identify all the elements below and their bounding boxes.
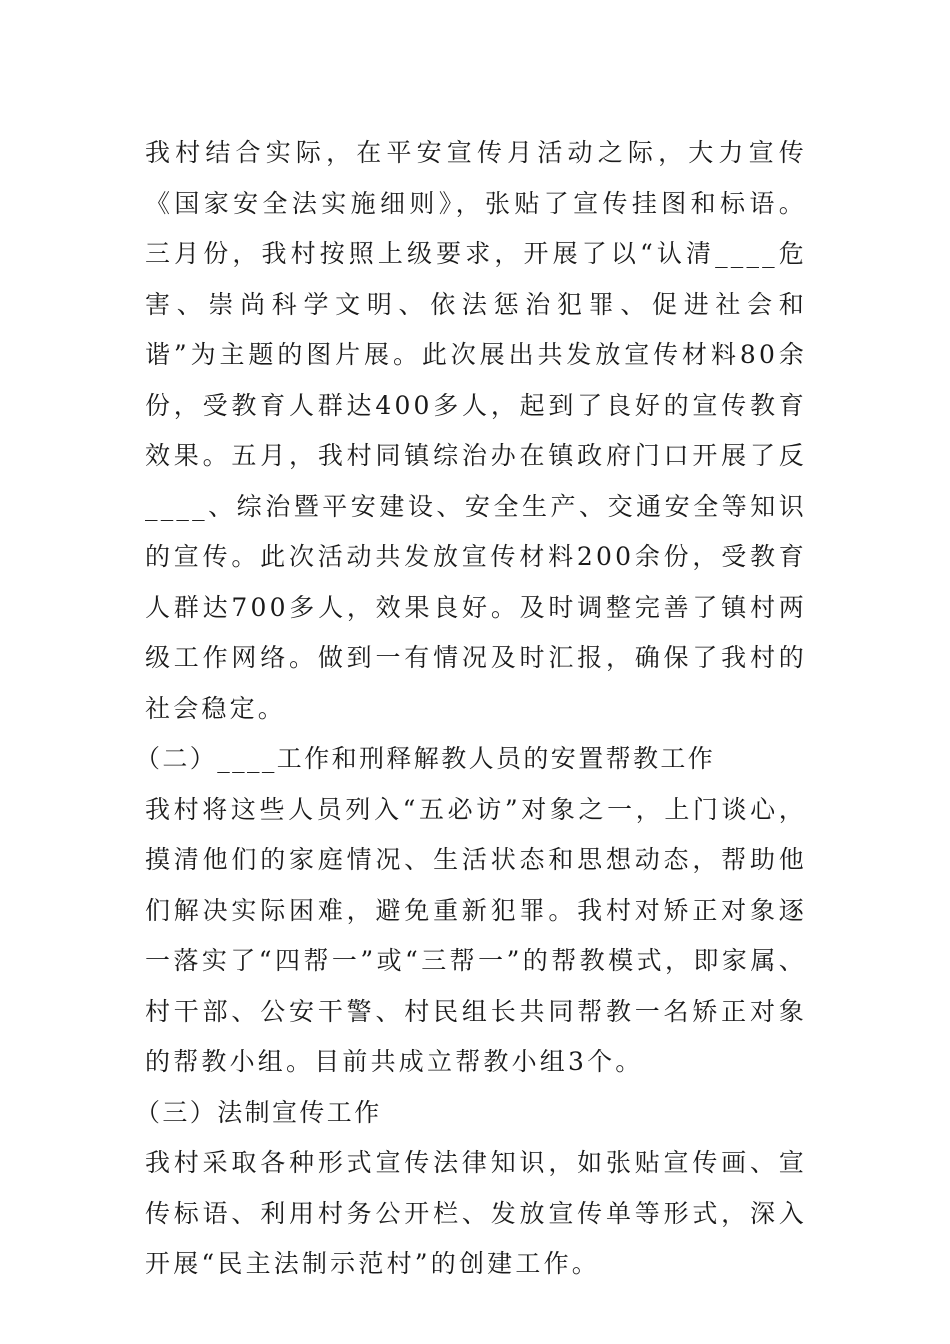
paragraph-legal-publicity: 我村采取各种形式宣传法律知识，如张贴宣传画、宣传标语、利用村务公开栏、发放宣传单等形式，深入开展“民主法制示范村”的创建工作。 [145,1148,807,1278]
paragraph-publicity-activities: 我村结合实际，在平安宣传月活动之际，大力宣传《国家安全法实施细则》，张贴了宣传挂图和标语。三月份，我村按照上级要求，开展了以“认清____危害、崇尚科学文明、依法惩治犯罪、促进社会和谐”为主题的图片展。此次展出共发放宣传材料80余份，受教育人群达400多人，起到了良好的宣传教育效果。五月，我村同镇综治办在镇政府门口开展了反____、综治暨平安建设、安全生产、交通安全等知识的宣传。此次活动共发放宣传材料200余份，受教育人群达700多人，效果良好。及时调整完善了镇村两级工作网络。做到一有情况及时汇报，确保了我村的社会稳定。 [145,138,807,723]
paragraph-resettlement-assistance: 我村将这些人员列入“五必访”对象之一，上门谈心，摸清他们的家庭情况、生活状态和思想动态，帮助他们解决实际困难，避免重新犯罪。我村对矫正对象逐一落实了“四帮一”或“三帮一”的帮教模式，即家属、村干部、公安干警、村民组长共同帮教一名矫正对象的帮教小组。目前共成立帮教小组3个。 [145,794,807,1076]
section-heading-3: （三）法制宣传工作 [135,1097,382,1127]
section-heading-2: （二）____工作和刑释解教人员的安置帮教工作 [135,744,716,773]
document-page [135,128,807,1290]
